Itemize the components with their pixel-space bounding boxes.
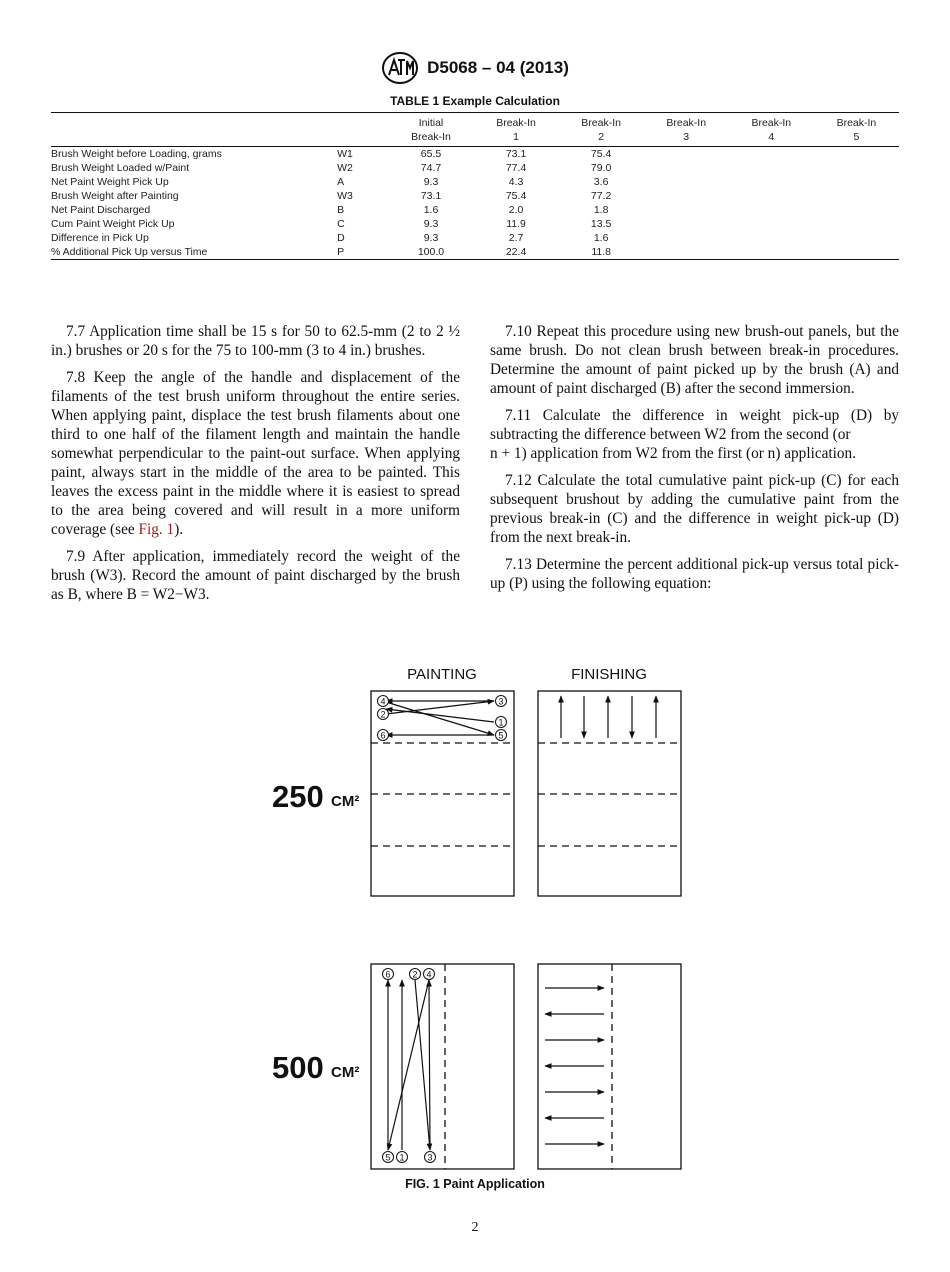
table-row	[51, 175, 899, 189]
table-row	[51, 245, 899, 260]
step-marker	[378, 709, 389, 720]
table-cell	[644, 161, 729, 175]
table-cell	[814, 189, 899, 203]
table-cell: 9.3	[423, 176, 439, 188]
table-row	[51, 217, 899, 231]
table-cell: 79.0	[590, 162, 612, 174]
step-marker	[383, 969, 394, 980]
svg-text:3: 3	[498, 696, 504, 707]
table-row	[51, 189, 899, 203]
table-cell: 73.1	[420, 190, 442, 202]
page-header	[0, 50, 950, 86]
figure-caption: FIG. 1 Paint Application	[405, 1177, 545, 1191]
table-cell	[644, 189, 729, 203]
stroke-arrow	[386, 709, 494, 722]
table-cell: 13.5	[590, 218, 612, 230]
table-cell: 4.3	[508, 176, 524, 188]
table-header-row	[51, 113, 899, 147]
table-row	[51, 231, 899, 245]
table-cell: 9.3	[423, 232, 439, 244]
paragraph-7-7: 7.7 Application time shall be 15 s for 50 to 62.5-mm (2 to 2 ½ in.) brushes or 20 s for the 75 to 100-mm (3 to 4 in.) brushes.	[51, 323, 460, 359]
paragraph-7-8: 7.8 Keep the angle of the handle and displacement of the filaments of the test brush uniform throughout the entire series. When applying paint, displace the test brush filaments about one third to one half of the filament length and maintain the handle somewhat perpendicular to the paint-out surface. When applying paint, always start in the middle of the area to be painted. This leaves the excess paint in the middle where it is easiest to spread to the area being covered and will result in a more uniform coverage (see Fig. 1).	[51, 369, 460, 538]
header-cell	[337, 113, 388, 147]
row-symbol: D	[337, 232, 345, 244]
table-cell: 65.5	[420, 148, 442, 160]
astm-logo-icon	[381, 51, 419, 85]
table-cell	[814, 245, 899, 260]
svg-text:4: 4	[380, 696, 386, 707]
table-cell: 11.8	[591, 246, 611, 258]
svg-text:5: 5	[385, 1152, 391, 1163]
panel-500-painting	[371, 964, 514, 1169]
table-cell	[644, 147, 729, 162]
table-cell	[729, 231, 814, 245]
row-symbol: P	[337, 246, 345, 258]
row-label: Brush Weight after Painting	[51, 190, 179, 202]
paragraph-7-12: 7.12 Calculate the total cumulative paint pick-up (C) for each subsequent brushout by adding the cumulative paint from the previous break-in (C) and the difference in weight pick-up (D) from the next break-in.	[490, 472, 899, 546]
table-cell	[814, 161, 899, 175]
row-symbol: W3	[337, 190, 353, 202]
svg-text:3: 3	[427, 1152, 433, 1163]
area-500-unit: CM²	[331, 1064, 360, 1081]
table-cell	[644, 245, 729, 260]
step-marker	[496, 717, 507, 728]
svg-text:6: 6	[380, 730, 386, 741]
header-cell: Break-In 5	[836, 117, 877, 143]
table-cell	[814, 147, 899, 162]
table-row	[51, 147, 899, 162]
table-cell: 100.0	[417, 246, 445, 258]
painting-heading: PAINTING	[407, 666, 477, 683]
table-body	[51, 147, 899, 260]
header-cell: Break-In 3	[666, 117, 707, 143]
calculation-table	[51, 112, 899, 260]
text-column-right	[490, 322, 899, 601]
table-cell: 2.7	[508, 232, 524, 244]
paragraph-7-9: 7.9 After application, immediately record the weight of the brush (W3). Record the amount of paint discharged by the brush as B, where B = W2−W3.	[51, 548, 460, 603]
svg-text:6: 6	[385, 969, 391, 980]
table-cell: 1.8	[593, 204, 609, 216]
table-cell: 3.6	[593, 176, 609, 188]
table-cell	[814, 231, 899, 245]
table-cell	[644, 231, 729, 245]
svg-text:1: 1	[498, 717, 504, 728]
table-cell	[729, 175, 814, 189]
table-cell: 77.4	[505, 162, 527, 174]
row-symbol: W1	[337, 148, 353, 160]
row-symbol: A	[337, 176, 345, 188]
area-500-label: 500	[272, 1050, 324, 1085]
paragraph-7-13: 7.13 Determine the percent additional pick-up versus total pick-up (P) using the following equation:	[490, 556, 899, 592]
table-cell	[814, 217, 899, 231]
step-marker	[397, 1152, 408, 1163]
document-id: D5068 – 04 (2013)	[427, 58, 569, 77]
svg-text:5: 5	[498, 730, 504, 741]
table-cell: 11.9	[506, 218, 526, 230]
table-cell: 77.2	[590, 190, 612, 202]
table-cell	[814, 203, 899, 217]
table-cell: 2.0	[508, 204, 524, 216]
table-cell: 73.1	[505, 148, 527, 160]
step-marker	[378, 696, 389, 707]
svg-text:1: 1	[399, 1152, 405, 1163]
table-title: TABLE 1 Example Calculation	[390, 94, 560, 108]
table-cell	[729, 161, 814, 175]
table-row	[51, 203, 899, 217]
text-column-left	[51, 322, 460, 612]
table-cell	[644, 203, 729, 217]
table-cell: 75.4	[590, 148, 612, 160]
figure-link[interactable]: Fig. 1	[138, 521, 175, 538]
step-marker	[378, 730, 389, 741]
row-label: Cum Paint Weight Pick Up	[51, 218, 175, 230]
row-label: Net Paint Weight Pick Up	[51, 176, 169, 188]
stroke-arrow	[429, 980, 430, 1150]
step-marker	[496, 730, 507, 741]
step-marker	[424, 969, 435, 980]
row-label: % Additional Pick Up versus Time	[51, 246, 208, 258]
header-cell: Break-In 4	[751, 117, 792, 143]
step-marker	[383, 1152, 394, 1163]
table-cell	[644, 217, 729, 231]
table-cell	[644, 175, 729, 189]
svg-text:4: 4	[426, 969, 432, 980]
header-cell: Break-In 1	[496, 117, 536, 143]
svg-text:2: 2	[412, 969, 418, 980]
area-250-unit: CM²	[331, 793, 360, 810]
table-cell	[729, 245, 814, 260]
finishing-heading: FINISHING	[571, 666, 647, 683]
row-label: Net Paint Discharged	[51, 204, 151, 216]
table-cell	[729, 147, 814, 162]
row-symbol: W2	[337, 162, 353, 174]
row-label: Brush Weight Loaded w/Paint	[51, 162, 190, 174]
table-cell	[729, 189, 814, 203]
table-cell: 1.6	[423, 204, 439, 216]
step-marker	[425, 1152, 436, 1163]
table-cell	[814, 175, 899, 189]
row-label: Brush Weight before Loading, grams	[51, 148, 222, 160]
row-symbol: B	[337, 204, 345, 216]
step-marker	[410, 969, 421, 980]
header-cell: Initial Break-In	[411, 117, 451, 143]
header-cell	[51, 113, 337, 147]
table-cell: 75.4	[505, 190, 527, 202]
table-cell: 74.7	[420, 162, 442, 174]
row-label: Difference in Pick Up	[51, 232, 149, 244]
page-number: 2	[471, 1220, 479, 1235]
table-cell	[729, 217, 814, 231]
svg-text:2: 2	[380, 709, 386, 720]
table-row	[51, 161, 899, 175]
header-cell: Break-In 2	[581, 117, 621, 143]
table-cell: 1.6	[593, 232, 609, 244]
row-symbol: C	[337, 218, 345, 230]
area-250-label: 250	[272, 779, 324, 814]
table-cell	[729, 203, 814, 217]
paragraph-7-10: 7.10 Repeat this procedure using new brush-out panels, but the same brush. Do not clean brush between break-in procedures. Determine the amount of paint picked up by the brush (A) and amount of paint discharged (B) after the second immersion.	[490, 323, 899, 397]
paint-application-figure	[262, 658, 692, 1178]
table-cell: 9.3	[423, 218, 439, 230]
step-marker	[496, 696, 507, 707]
table-cell: 22.4	[505, 246, 527, 258]
paragraph-7-11: 7.11 Calculate the difference in weight pick-up (D) by subtracting the difference between W2 from the second (or n + 1) application from W2 from the first (or n) application.	[490, 407, 899, 462]
